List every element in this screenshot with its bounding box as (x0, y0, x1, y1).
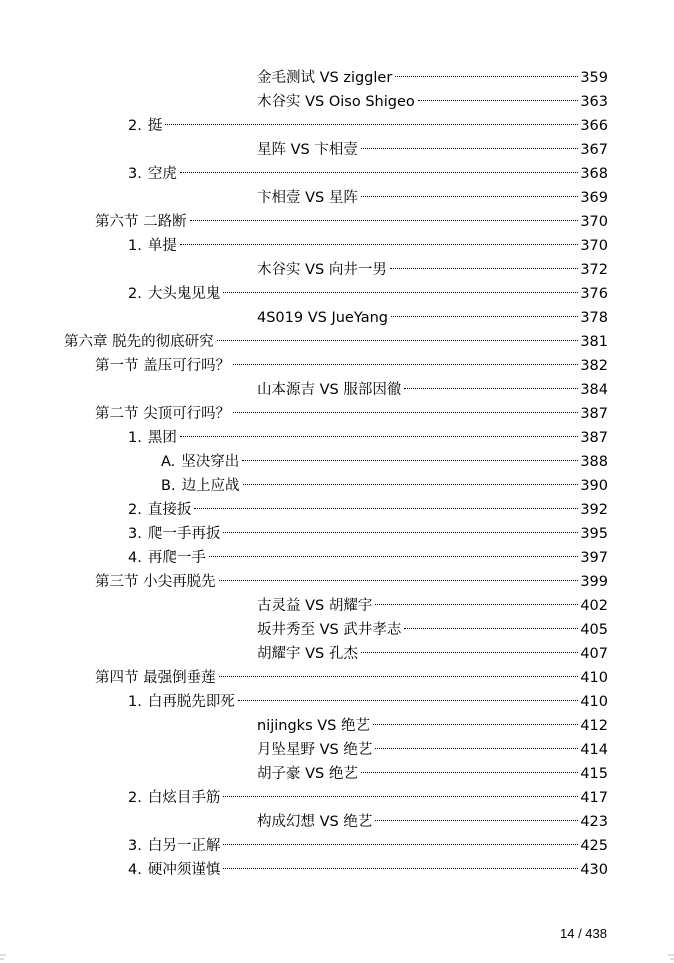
corner-mark-icon (664, 953, 674, 963)
page-indicator: 14 / 438 (560, 926, 607, 941)
toc-leader-dots (233, 363, 578, 365)
toc-entry-number: 1. (128, 430, 142, 446)
toc-entry-label: 硬冲须谨慎 (147, 862, 221, 878)
toc-entry-number: 3. (128, 526, 142, 542)
toc-entry-page: 368 (580, 166, 608, 182)
toc-entry-number: 2. (128, 118, 142, 134)
toc-leader-dots (219, 579, 579, 581)
toc-entry-page: 415 (580, 766, 608, 782)
toc-entry-number: A. (161, 454, 176, 470)
toc-entry[interactable] (257, 714, 608, 738)
toc-entry-page: 414 (580, 742, 608, 758)
toc-leader-dots (209, 555, 578, 557)
toc-entry[interactable] (128, 234, 608, 258)
toc-leader-dots (391, 315, 578, 317)
toc-entry-page: 370 (580, 214, 608, 230)
toc-entry[interactable] (257, 594, 608, 618)
toc-leader-dots (223, 291, 578, 293)
toc-entry-page: 370 (580, 238, 608, 254)
toc-entry[interactable] (128, 114, 608, 138)
toc-entry-page: 405 (580, 622, 608, 638)
toc-entry-label: 第一节 盖压可行吗？ (95, 358, 231, 374)
toc-entry-number: 3. (128, 166, 142, 182)
toc-entry-label: 坚决穿出 (181, 454, 240, 470)
toc-entry-label: 月坠星野 VS 绝艺 (257, 742, 373, 758)
toc-entry[interactable] (95, 402, 608, 426)
toc-entry[interactable] (257, 642, 608, 666)
toc-entry-label: 胡耀宇 VS 孔杰 (257, 646, 358, 662)
toc-entry-number: 2. (128, 790, 142, 806)
toc-entry-page: 372 (580, 262, 608, 278)
toc-entry-label: 黑团 (147, 430, 177, 446)
toc-entry-label: 星阵 VS 卞相壹 (257, 142, 358, 158)
toc-entry[interactable] (128, 162, 608, 186)
toc-entry-page: 382 (580, 358, 608, 374)
toc-entry-page: 412 (580, 718, 608, 734)
toc-entry-number: 2. (128, 502, 142, 518)
toc-entry-label: 胡子豪 VS 绝艺 (257, 766, 358, 782)
corner-mark-icon (0, 953, 10, 963)
toc-leader-dots (219, 675, 579, 677)
toc-leader-dots (375, 819, 578, 821)
toc-leader-dots (404, 627, 578, 629)
toc-leader-dots (190, 219, 579, 221)
toc-leader-dots (165, 123, 578, 125)
toc-entry-label: 白再脱先即死 (147, 694, 235, 710)
toc-entry-label: 第三节 小尖再脱先 (95, 574, 216, 590)
toc-entry-number: 4. (128, 550, 142, 566)
toc-entry-page: 381 (580, 334, 608, 350)
toc-entry-page: 369 (580, 190, 608, 206)
toc-leader-dots (361, 651, 578, 653)
toc-leader-dots (223, 867, 578, 869)
toc-entry-label: 白另一正解 (147, 838, 221, 854)
toc-entry[interactable] (257, 810, 608, 834)
toc-entry-page: 397 (580, 550, 608, 566)
toc-entry-number: B. (161, 478, 176, 494)
toc-leader-dots (375, 747, 578, 749)
toc-entry[interactable] (257, 258, 608, 282)
toc-entry-label: 空虎 (147, 166, 177, 182)
toc-entry-page: 378 (580, 310, 608, 326)
toc-entry[interactable] (128, 498, 608, 522)
toc-entry-label: nijingks VS 绝艺 (257, 718, 370, 734)
toc-entry[interactable] (257, 66, 608, 90)
toc-leader-dots (375, 603, 578, 605)
toc-entry-page: 366 (580, 118, 608, 134)
toc-entry[interactable] (128, 834, 608, 858)
toc-entry[interactable] (257, 90, 608, 114)
toc-leader-dots (404, 387, 578, 389)
toc-entry-number: 3. (128, 838, 142, 854)
toc-entry-label: 直接扳 (147, 502, 192, 518)
toc-entry-number: 4. (128, 862, 142, 878)
toc-entry-page: 392 (580, 502, 608, 518)
toc-entry-label: 古灵益 VS 胡耀宇 (257, 598, 373, 614)
toc-entry[interactable] (128, 858, 608, 882)
toc-leader-dots (217, 339, 579, 341)
toc-leader-dots (361, 771, 578, 773)
toc-entry[interactable] (161, 450, 608, 474)
toc-entry[interactable] (257, 306, 608, 330)
toc-entry-label: 木谷实 VS Oiso Shigeo (257, 94, 415, 110)
toc-entry-page: 387 (580, 430, 608, 446)
toc-entry[interactable] (257, 618, 608, 642)
toc-entry-label: 挺 (147, 118, 163, 134)
toc-entry-page: 388 (580, 454, 608, 470)
toc-leader-dots (242, 459, 578, 461)
toc-entry-label: 第四节 最强倒垂莲 (95, 670, 216, 686)
toc-leader-dots (233, 411, 578, 413)
toc-entry-page: 359 (580, 70, 608, 86)
toc-entry[interactable] (95, 570, 608, 594)
toc-entry-page: 384 (580, 382, 608, 398)
toc-entry-page: 417 (580, 790, 608, 806)
toc-entry-page: 395 (580, 526, 608, 542)
toc-leader-dots (223, 843, 578, 845)
toc-leader-dots (223, 531, 578, 533)
toc-entry-number: 1. (128, 238, 142, 254)
toc-entry[interactable] (128, 426, 608, 450)
toc-entry-page: 363 (580, 94, 608, 110)
toc-entry-number: 2. (128, 286, 142, 302)
toc-entry-label: 坂井秀至 VS 武井孝志 (257, 622, 402, 638)
toc-leader-dots (223, 795, 578, 797)
toc-entry-page: 423 (580, 814, 608, 830)
toc-entry[interactable] (95, 666, 608, 690)
toc-entry[interactable] (128, 690, 608, 714)
toc-entry-page: 376 (580, 286, 608, 302)
toc-entry-label: 4S019 VS JueYang (257, 310, 388, 326)
toc-leader-dots (180, 243, 578, 245)
toc-leader-dots (361, 147, 578, 149)
toc-entry-label: 木谷实 VS 向井一男 (257, 262, 387, 278)
toc-entry-label: 单提 (147, 238, 177, 254)
toc-entry-label: 边上应战 (181, 478, 240, 494)
toc-entry-page: 407 (580, 646, 608, 662)
toc-leader-dots (238, 699, 578, 701)
toc-entry-label: 金毛测试 VS ziggler (257, 70, 393, 86)
toc-entry-number: 1. (128, 694, 142, 710)
toc-entry-label: 大头鬼见鬼 (147, 286, 221, 302)
toc-entry-page: 367 (580, 142, 608, 158)
toc-leader-dots (390, 267, 578, 269)
toc-entry-label: 再爬一手 (147, 550, 206, 566)
toc-entry[interactable] (257, 186, 608, 210)
toc-leader-dots (373, 723, 578, 725)
toc-entry-label: 卞相壹 VS 星阵 (257, 190, 358, 206)
toc-entry[interactable] (257, 138, 608, 162)
toc-entry-page: 425 (580, 838, 608, 854)
toc-entry[interactable] (128, 522, 608, 546)
toc-leader-dots (194, 507, 578, 509)
toc-entry[interactable] (128, 546, 608, 570)
toc-leader-dots (395, 75, 578, 77)
toc-leader-dots (180, 435, 578, 437)
toc-entry-label: 山本源吉 VS 服部因徹 (257, 382, 402, 398)
toc-leader-dots (180, 171, 578, 173)
toc-entry-label: 构成幻想 VS 绝艺 (257, 814, 373, 830)
toc-entry-page: 390 (580, 478, 608, 494)
toc-entry[interactable] (257, 378, 608, 402)
toc-entry[interactable] (161, 474, 608, 498)
toc-entry-label: 第六节 二路断 (95, 214, 187, 230)
toc-entry-page: 399 (580, 574, 608, 590)
toc-entry-label: 第二节 尖顶可行吗？ (95, 406, 231, 422)
toc-entry-page: 410 (580, 670, 608, 686)
toc-entry[interactable] (95, 354, 608, 378)
toc-leader-dots (418, 99, 579, 101)
toc-entry-page: 402 (580, 598, 608, 614)
toc-entry-page: 410 (580, 694, 608, 710)
toc-entry-label: 白炫目手筋 (147, 790, 221, 806)
toc-entry-label: 爬一手再扳 (147, 526, 221, 542)
toc-entry[interactable] (95, 210, 608, 234)
toc-entry-label: 第六章 脱先的彻底研究 (64, 334, 214, 350)
toc-leader-dots (361, 195, 578, 197)
toc-entry-page: 387 (580, 406, 608, 422)
toc-leader-dots (243, 483, 579, 485)
toc-entry-page: 430 (580, 862, 608, 878)
toc-entry[interactable] (128, 282, 608, 306)
toc-entry[interactable] (257, 762, 608, 786)
toc-entry[interactable] (128, 786, 608, 810)
toc-entry[interactable] (257, 738, 608, 762)
toc-entry[interactable] (64, 330, 608, 354)
